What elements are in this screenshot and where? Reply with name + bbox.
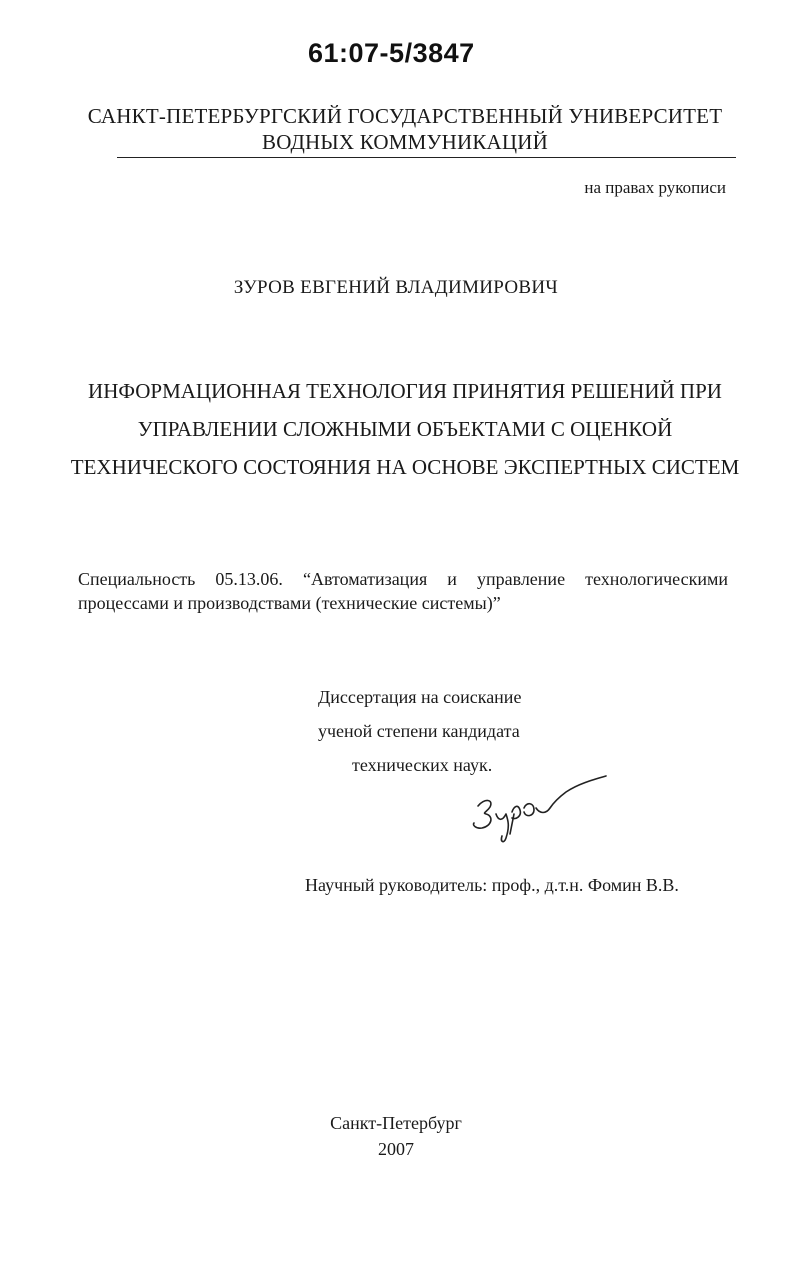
city-name: Санкт-Петербург <box>330 1113 462 1133</box>
author-signature <box>462 768 612 848</box>
specialty-line-1: Специальность 05.13.06. “Автоматизация и управление технологическими <box>78 569 728 589</box>
specialty-statement <box>78 567 728 615</box>
university-name <box>60 103 750 155</box>
publication-year: 2007 <box>378 1139 414 1159</box>
title-line-2: УПРАВЛЕНИИ СЛОЖНЫМИ ОБЪЕКТАМИ С ОЦЕНКОЙ <box>137 417 673 441</box>
specialty-line-2: процессами и производствами (технические системы)” <box>78 593 501 613</box>
manuscript-rights-note: на правах рукописи <box>584 178 726 197</box>
archive-stamp-number: 61:07-5/3847 <box>308 38 475 68</box>
university-name-line-2: ВОДНЫХ КОММУНИКАЦИЙ <box>261 130 548 154</box>
degree-line-2: ученой степени кандидата <box>318 721 520 741</box>
degree-line-3: технических наук. <box>352 755 493 775</box>
author-name: ЗУРОВ ЕВГЕНИЙ ВЛАДИМИРОВИЧ <box>233 277 559 298</box>
university-name-line-1: САНКТ-ПЕТЕРБУРГСКИЙ ГОСУДАРСТВЕННЫЙ УНИВЕРСИТЕТ <box>87 104 723 128</box>
header-divider <box>117 157 736 158</box>
dissertation-title <box>60 372 750 486</box>
place-and-year <box>0 1110 792 1162</box>
title-line-3: ТЕХНИЧЕСКОГО СОСТОЯНИЯ НА ОСНОВЕ ЭКСПЕРТНЫХ СИСТЕМ <box>70 455 740 479</box>
title-line-1: ИНФОРМАЦИОННАЯ ТЕХНОЛОГИЯ ПРИНЯТИЯ РЕШЕНИЙ ПРИ <box>88 379 722 403</box>
degree-line-1: Диссертация на соискание <box>318 687 522 707</box>
scientific-supervisor: Научный руководитель: проф., д.т.н. Фомин В.В. <box>305 875 679 895</box>
